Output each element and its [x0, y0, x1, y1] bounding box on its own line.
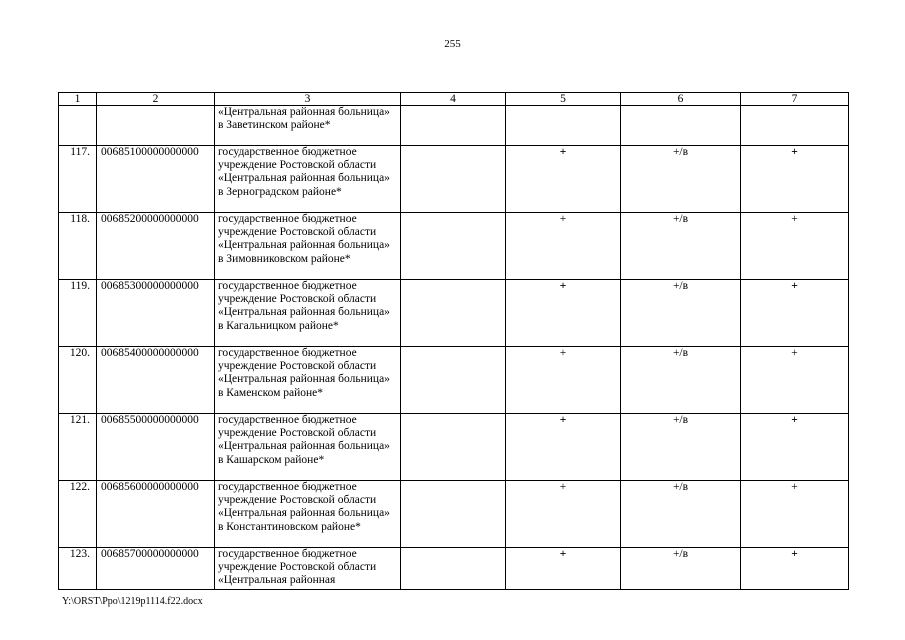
row-col-7: [741, 106, 849, 146]
header-col-4: 4: [401, 93, 506, 106]
row-col-6: +/в: [621, 414, 741, 481]
table-row: [59, 280, 849, 347]
table-row: [59, 481, 849, 548]
header-col-3: 3: [215, 93, 401, 106]
row-number: 118.: [59, 213, 97, 280]
row-col-6: +/в: [621, 280, 741, 347]
row-name: «Центральная районная больница» в Заветинском районе*: [215, 106, 401, 146]
row-col-4: [401, 106, 506, 146]
row-col-5: +: [506, 481, 621, 548]
row-number: 121.: [59, 414, 97, 481]
row-col-6: +/в: [621, 548, 741, 590]
row-col-5: +: [506, 414, 621, 481]
row-col-4: [401, 548, 506, 590]
row-code: 00685600000000000: [97, 481, 215, 548]
table-row: [59, 213, 849, 280]
row-col-5: +: [506, 213, 621, 280]
row-col-6: +/в: [621, 481, 741, 548]
row-col-4: [401, 213, 506, 280]
row-col-5: +: [506, 347, 621, 414]
row-col-6: +/в: [621, 146, 741, 213]
row-number: 122.: [59, 481, 97, 548]
row-col-6: [621, 106, 741, 146]
row-col-7: +: [741, 414, 849, 481]
row-col-4: [401, 280, 506, 347]
row-col-7: +: [741, 280, 849, 347]
row-code: 00685700000000000: [97, 548, 215, 590]
row-code: 00685200000000000: [97, 213, 215, 280]
row-number: 123.: [59, 548, 97, 590]
row-col-5: +: [506, 146, 621, 213]
row-code: 00685400000000000: [97, 347, 215, 414]
row-col-4: [401, 414, 506, 481]
row-code: [97, 106, 215, 146]
table-header-row: [59, 93, 849, 106]
row-code: 00685100000000000: [97, 146, 215, 213]
row-name: государственное бюджетное учреждение Ростовской области «Центральная районная больница» в Кашарском районе*: [215, 414, 401, 481]
row-col-4: [401, 347, 506, 414]
header-col-6: 6: [621, 93, 741, 106]
header-col-7: 7: [741, 93, 849, 106]
row-col-4: [401, 481, 506, 548]
row-name: государственное бюджетное учреждение Ростовской области «Центральная районная больница» в Кагальницком районе*: [215, 280, 401, 347]
header-col-1: 1: [59, 93, 97, 106]
footer-file-path: Y:\ORST\Ppo\1219p1114.f22.docx: [62, 596, 203, 607]
row-col-5: [506, 106, 621, 146]
row-name: государственное бюджетное учреждение Ростовской области «Центральная районная больница» в Зимовниковском районе*: [215, 213, 401, 280]
row-number: [59, 106, 97, 146]
row-name: государственное бюджетное учреждение Ростовской области «Центральная районная: [215, 548, 401, 590]
row-col-7: +: [741, 548, 849, 590]
row-code: 00685500000000000: [97, 414, 215, 481]
row-col-7: +: [741, 347, 849, 414]
row-col-5: +: [506, 548, 621, 590]
page-number: 255: [444, 38, 461, 50]
header-col-2: 2: [97, 93, 215, 106]
table-row-continued: [59, 106, 849, 146]
table-row: [59, 414, 849, 481]
row-col-5: +: [506, 280, 621, 347]
register-table: [58, 92, 849, 590]
header-col-5: 5: [506, 93, 621, 106]
row-name: государственное бюджетное учреждение Ростовской области «Центральная районная больница» в Зерноградском районе*: [215, 146, 401, 213]
row-number: 117.: [59, 146, 97, 213]
row-col-7: +: [741, 481, 849, 548]
row-col-7: +: [741, 146, 849, 213]
row-col-6: +/в: [621, 213, 741, 280]
row-col-7: +: [741, 213, 849, 280]
row-name: государственное бюджетное учреждение Ростовской области «Центральная районная больница» в Каменском районе*: [215, 347, 401, 414]
row-number: 119.: [59, 280, 97, 347]
row-col-6: +/в: [621, 347, 741, 414]
table-row: [59, 146, 849, 213]
table-row: [59, 347, 849, 414]
table-row: [59, 548, 849, 590]
row-number: 120.: [59, 347, 97, 414]
row-code: 00685300000000000: [97, 280, 215, 347]
row-col-4: [401, 146, 506, 213]
row-name: государственное бюджетное учреждение Ростовской области «Центральная районная больница» в Константиновском районе*: [215, 481, 401, 548]
